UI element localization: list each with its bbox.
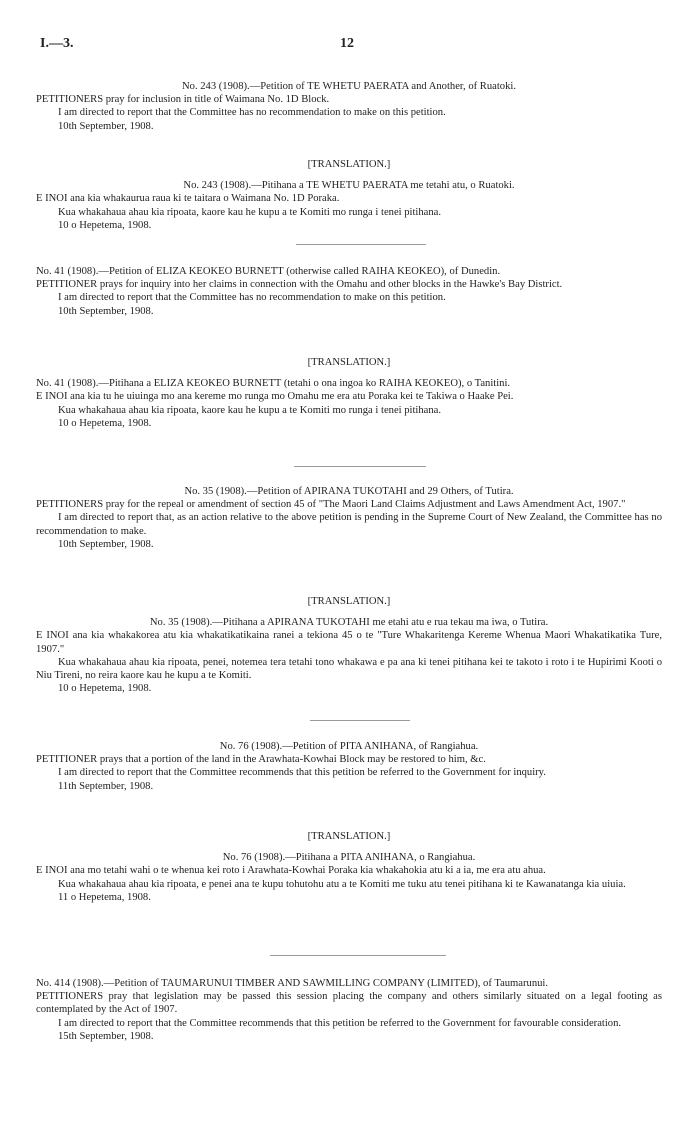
translation-report: Kua whakahaua ahau kia ripoata, kaore kau he kupu a te Komiti mo runga i tenei pitihana. <box>58 206 442 218</box>
translation-label: [TRANSLATION.] <box>307 596 391 607</box>
translation-prayer: E INOI ana mo tetahi wahi o te whenua kei roto i Arawhata-Kowhai Poraka kia whakahokia atu ki a ia, me era atu ahua. <box>36 865 546 877</box>
petition-date: 10th September, 1908. <box>58 538 154 550</box>
petition-prayer: PETITIONER prays that a portion of the land in the Arawhata-Kowhai Block may be restored to him, &c. <box>36 754 486 766</box>
petition-report: I am directed to report that the Committee recommends that this petition be referred to the Government for favourable consideration. <box>58 1017 622 1029</box>
petition-heading: No. 243 (1908).—Petition of TE WHETU PAERATA and Another, of Ruatoki. <box>182 81 516 92</box>
petition-41 <box>36 265 662 318</box>
petition-heading: No. 35 (1908).—Petition of APIRANA TUKOTAHI and 29 Others, of Tutira. <box>184 486 514 497</box>
petition-35-translation <box>36 595 662 695</box>
petition-414 <box>36 977 662 1043</box>
translation-heading: No. 41 (1908).—Pitihana a ELIZA KEOKEO BURNETT (tetahi o ona ingoa ko RAIHA KEOKEO), o Tanitini. <box>36 378 511 390</box>
petition-41-translation <box>36 356 662 430</box>
translation-label: [TRANSLATION.] <box>307 159 391 170</box>
petition-date: 10th September, 1908. <box>58 305 154 317</box>
translation-heading: No. 35 (1908).—Pitihana a APIRANA TUKOTAHI me etahi atu e rua tekau ma iwa, o Tutira. <box>149 617 549 629</box>
translation-heading: No. 243 (1908).—Pitihana a TE WHETU PAERATA me tetahi atu, o Ruatoki. <box>183 180 515 192</box>
page-number: 12 <box>340 36 354 51</box>
translation-date: 10 o Hepetema, 1908. <box>58 683 152 695</box>
petition-date: 10th September, 1908. <box>58 120 154 132</box>
section-divider <box>310 720 410 721</box>
translation-prayer: E INOI ana kia tu he uiuinga mo ana kereme mo runga mo Omahu me era atu Poraka kei te Takiwa o Haake Pei. <box>36 391 514 403</box>
petition-heading: No. 76 (1908).—Petition of PITA ANIHANA, of Rangiahua. <box>219 741 479 752</box>
petition-report: I am directed to report that the Committee has no recommendation to make on this petition. <box>58 107 446 119</box>
translation-prayer: E INOI ana kia whakaurua raua ki te taitara o Waimana No. 1D Poraka. <box>36 193 340 205</box>
translation-report: Kua whakahaua ahau kia ripoata, penei, notemea tera tetahi tono whakawa e pa ana ki tenei pitihana kei te takoto i roto i te Hupirimi Kooti o Niu Tireni, no reira kaore kau he kupu a te Komiti. <box>36 656 662 682</box>
petition-35 <box>36 485 662 551</box>
petition-243-translation <box>36 158 662 232</box>
petition-prayer: PETITIONER prays for inquiry into her claims in connection with the Omahu and other blocks in the Hawke's Bay District. <box>36 279 563 291</box>
translation-label: [TRANSLATION.] <box>307 831 391 842</box>
petition-date: 11th September, 1908. <box>58 780 154 792</box>
translation-date: 11 o Hepetema, 1908. <box>58 891 151 903</box>
petition-report: I am directed to report that, as an action relative to the above petition is pending in the Supreme Court of New Zealand, the Committee has no recommendation to make. <box>36 512 662 537</box>
petition-date: 15th September, 1908. <box>58 1030 154 1042</box>
translation-label: [TRANSLATION.] <box>307 357 391 368</box>
section-divider <box>294 466 426 467</box>
paper-code: I.—3. <box>40 36 74 51</box>
translation-date: 10 o Hepetema, 1908. <box>58 417 152 429</box>
translation-date: 10 o Hepetema, 1908. <box>58 219 152 231</box>
section-divider <box>296 244 426 245</box>
petition-76-translation <box>36 830 662 904</box>
translation-report: Kua whakahaua ahau kia ripoata, e penei ana te kupu tohutohu atu a te Komiti me tuku atu tenei pitihana ki te Kawanatanga kia uiuia. <box>58 878 626 890</box>
translation-report: Kua whakahaua ahau kia ripoata, kaore kau he kupu a te Komiti mo runga i tenei pitihana. <box>58 404 442 416</box>
petition-76 <box>36 740 662 793</box>
translation-prayer: E INOI ana kia whakakorea atu kia whakatikatikaina ranei a tekiona 45 o te "Ture Whakaritenga Kereme Whenua Maori Whakatikatika Ture, 1907." <box>36 630 662 655</box>
petition-prayer: PETITIONERS pray for inclusion in title of Waimana No. 1D Block. <box>36 94 330 106</box>
petition-heading: No. 414 (1908).—Petition of TAUMARUNUI TIMBER AND SAWMILLING COMPANY (LIMITED), of Taumarunui. <box>36 978 549 989</box>
translation-heading: No. 76 (1908).—Pitihana a PITA ANIHANA, o Rangiahua. <box>222 852 476 864</box>
petition-report: I am directed to report that the Committee has no recommendation to make on this petition. <box>58 292 446 304</box>
petition-243 <box>36 80 662 133</box>
petition-prayer: PETITIONERS pray that legislation may be passed this session placing the company and others similarly situated on a legal footing as contemplated by the Act of 1907. <box>36 991 662 1016</box>
petition-prayer: PETITIONERS pray for the repeal or amendment of section 45 of "The Maori Land Claims Adjustment and Laws Amendment Act, 1907." <box>36 499 626 511</box>
petition-heading: No. 41 (1908).—Petition of ELIZA KEOKEO BURNETT (otherwise called RAIHA KEOKEO), of Dunedin. <box>36 266 501 277</box>
petition-report: I am directed to report that the Committee recommends that this petition be referred to the Government for inquiry. <box>58 767 546 779</box>
section-divider <box>270 955 446 956</box>
